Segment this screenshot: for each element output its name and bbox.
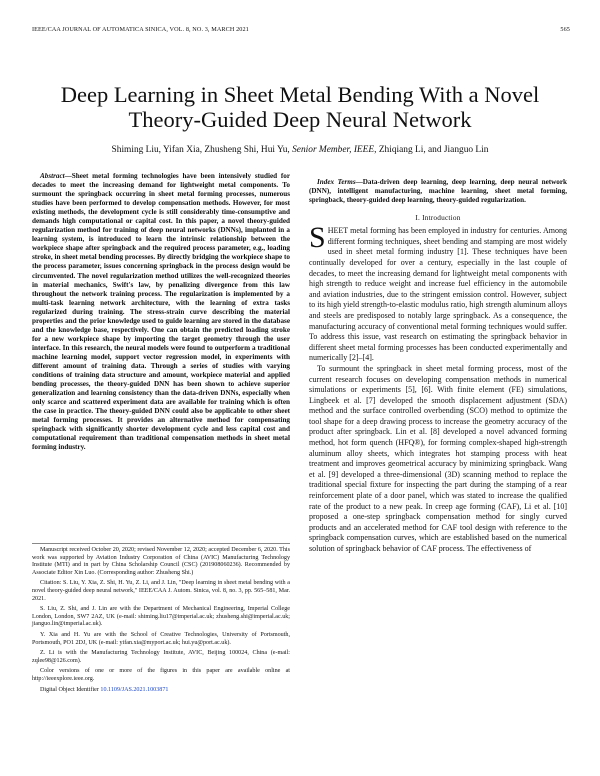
intro-paragraph-2: To surmount the springback in sheet metal forming process, most of the current research focuses on developing compensation methods in numerical simulations or experiments [5], [6]. With finite element (FE) simulations, Lingbeek et al. [7] developed the smooth displacement adjustment (SDA) method and the surface controlled overbending (SCO) method to optimize the tool shape for a deep drawing process to increase the geometry accuracy of the product after springback. Lin et al. [8] developed a novel advanced forming method, hot form quench (HFQ®), for forming complex-shaped high-strength aluminum alloy sheets, which integrates hot stamping process with heat treatment and improves geometrical accuracy by minimizing springback. Wang et al. [9] developed a three-dimensional (3D) scanning method to replace the traditional special fixture for inspecting the part during the stamping of a rear reinforcement plate of a door panel, which was stated to increase the qualified rate of the product to a new peak. In creep age forming (CAF), Li et al. [10] proposed a one-step springback compensation method for singly curved products and an accelerated method for CAF tool design with reference to the springback compensation curves, which are established based on the numerical solution of springback behavior of CAF process. The effectiveness of bbox=[309, 363, 567, 553]
right-column bbox=[309, 172, 567, 555]
footnote-affiliation-3: Z. Li is with the Manufacturing Technology Institute, AVIC, Beijing 100024, China (e-mail: zqlee98@126.com). bbox=[32, 650, 290, 664]
author-names-2: , Zhiqiang Li, and Jianguo Lin bbox=[374, 145, 489, 155]
footnote-manuscript: Manuscript received October 20, 2020; revised November 12, 2020; accepted December 6, 2020. This work was supported by Aviation Industry Corporation of China (AVIC) Manufacturing Technology Institute (MTI) and in part by China Scholarship Council (CSC) (201908060236). Recommended by Associate Editor Xin Luo. (Corresponding author: Zhusheng Shi.) bbox=[32, 547, 290, 576]
footnotes bbox=[32, 547, 290, 697]
journal-header: IEEE/CAA JOURNAL OF AUTOMATICA SINICA, VOL. 8, NO. 3, MARCH 2021 bbox=[32, 26, 249, 33]
abstract-label: Abstract bbox=[40, 172, 65, 180]
footnote-affiliation-2: Y. Xia and H. Yu are with the School of Creative Technologies, University of Portsmouth, Portsmouth, PO1 2DJ, UK (e-mail: yifan.xia@myport.ac.uk; hui.yu@port.ac.uk). bbox=[32, 631, 290, 646]
footnote-affiliation-1: S. Liu, Z. Shi, and J. Lin are with the Department of Mechanical Engineering, Imperial College London, London, SW7 2AZ, UK (e-mail: shiming.liu17@imperial.ac.uk; zhusheng.shi@imperial.ac.uk; jianguo.lin@imperial.ac.uk). bbox=[32, 606, 290, 628]
footnote-color-note: Color versions of one or more of the figures in this paper are available online at http://ieeexplore.ieee.org. bbox=[32, 668, 290, 682]
index-terms-label: Index Terms bbox=[317, 178, 356, 186]
footnote-citation: Citation: S. Liu, Y. Xia, Z. Shi, H. Yu, Z. Li, and J. Lin, "Deep learning in sheet metal bending with a novel theory-guided deep neural network," IEEE/CAA J. Autom. Sinica, vol. 8, no. 3, pp. 565–581, Mar. 2021. bbox=[32, 580, 290, 602]
footnote-doi bbox=[32, 687, 290, 695]
left-column bbox=[32, 172, 290, 452]
intro-paragraph-1-text: HEET metal forming has been employed in industry for centuries. Among different forming techniques, sheet bending and stamping are most widely used in sheet metal forming industry [1]. These techniques have been continually developed for over a century, especially in the last couple of decades, to meet the increasing demand for lightweight metal components with high strength to reduce weight and increase fuel efficiency in the automobile and aviation industries, due to the stringent emission control. However, subject to its high yield strength-to-elastic modulus ratio, high strength aluminum alloys and steels are predisposed to notably large springback. As a consequence, the manufacturing accuracy of conventional metal forming techniques would suffer. To address this issue, vast research on estimating the springback behavior in different sheet metal forming processes has been conducted experimentally and numerically [2]–[4]. bbox=[309, 226, 567, 363]
doi-label: Digital Object Identifier bbox=[40, 686, 101, 693]
abstract bbox=[32, 172, 290, 452]
section-heading-introduction: I. Introduction bbox=[415, 213, 461, 223]
page-number: 565 bbox=[560, 26, 570, 33]
index-terms bbox=[309, 178, 567, 205]
abstract-text: —Sheet metal forming technologies have been intensively studied for decades to meet the increasing demand for lightweight metal components. To surmount the springback occurring in sheet metal forming processes, numerous studies have been performed to develop compensation methods. However, for most existing methods, the development cycle is still considerably time-consumptive and demands high computational or capital cost. In this paper, a novel theory-guided regularization method for training of deep neural networks (DNNs), implanted in a learning system, is introduced to learn the intrinsic relationship between the workpiece shape after springback and the required process parameter, e.g., loading stroke, in sheet metal bending processes. By directly bridging the workpiece shape to the process parameter, issues concerning springback in the process design would be circumvented. The novel regularization method utilizes the well-recognized theories in material mechanics, Swift's law, by penalizing divergence from this law throughout the network training process. The regularization is implemented by a multi-task learning network architecture, with the learning of extra tasks regularized during training. The stress-strain curve describing the material properties and the prior knowledge used to guide learning are stored in the database and the knowledge base, respectively. One can obtain the predicted loading stroke for a new workpiece shape by importing the target geometry through the user interface. In this research, the neural models were found to outperform a traditional machine learning model, support vector regression model, in experiments with different amount of training data. Through a series of studies with varying conditions of training data structure and amount, workpiece material and applied bending processes, the theory-guided DNN has been shown to achieve superior generalization and learning consistency than the data-driven DNNs, especially when only scarce and scattered experiment data are available for training which is often the case in practice. The theory-guided DNN could also be applicable to other sheet metal forming processes. It provides an alternative method for compensating springback with significantly shorter development cycle and less capital cost and computational requirement than traditional compensation methods in sheet metal forming industry. bbox=[32, 172, 290, 452]
author-membership: Senior Member, IEEE bbox=[292, 145, 375, 155]
paper-title: Deep Learning in Sheet Metal Bending With a Novel Theory-Guided Deep Neural Network bbox=[60, 82, 540, 132]
intro-paragraph-1 bbox=[309, 221, 567, 364]
index-terms-text: —Data-driven deep learning, deep learning, deep neural network (DNN), intelligent manufacturing, machine learning, sheet metal forming, springback, theory-guided deep learning, theory-guided regularization. bbox=[309, 178, 567, 205]
footnote-divider bbox=[32, 543, 290, 544]
author-names-1: Shiming Liu, Yifan Xia, Zhusheng Shi, Hui Yu, bbox=[111, 145, 293, 155]
author-list bbox=[30, 145, 570, 155]
doi-link[interactable]: 10.1109/JAS.2021.1003871 bbox=[100, 686, 169, 693]
drop-cap: S bbox=[309, 221, 326, 255]
